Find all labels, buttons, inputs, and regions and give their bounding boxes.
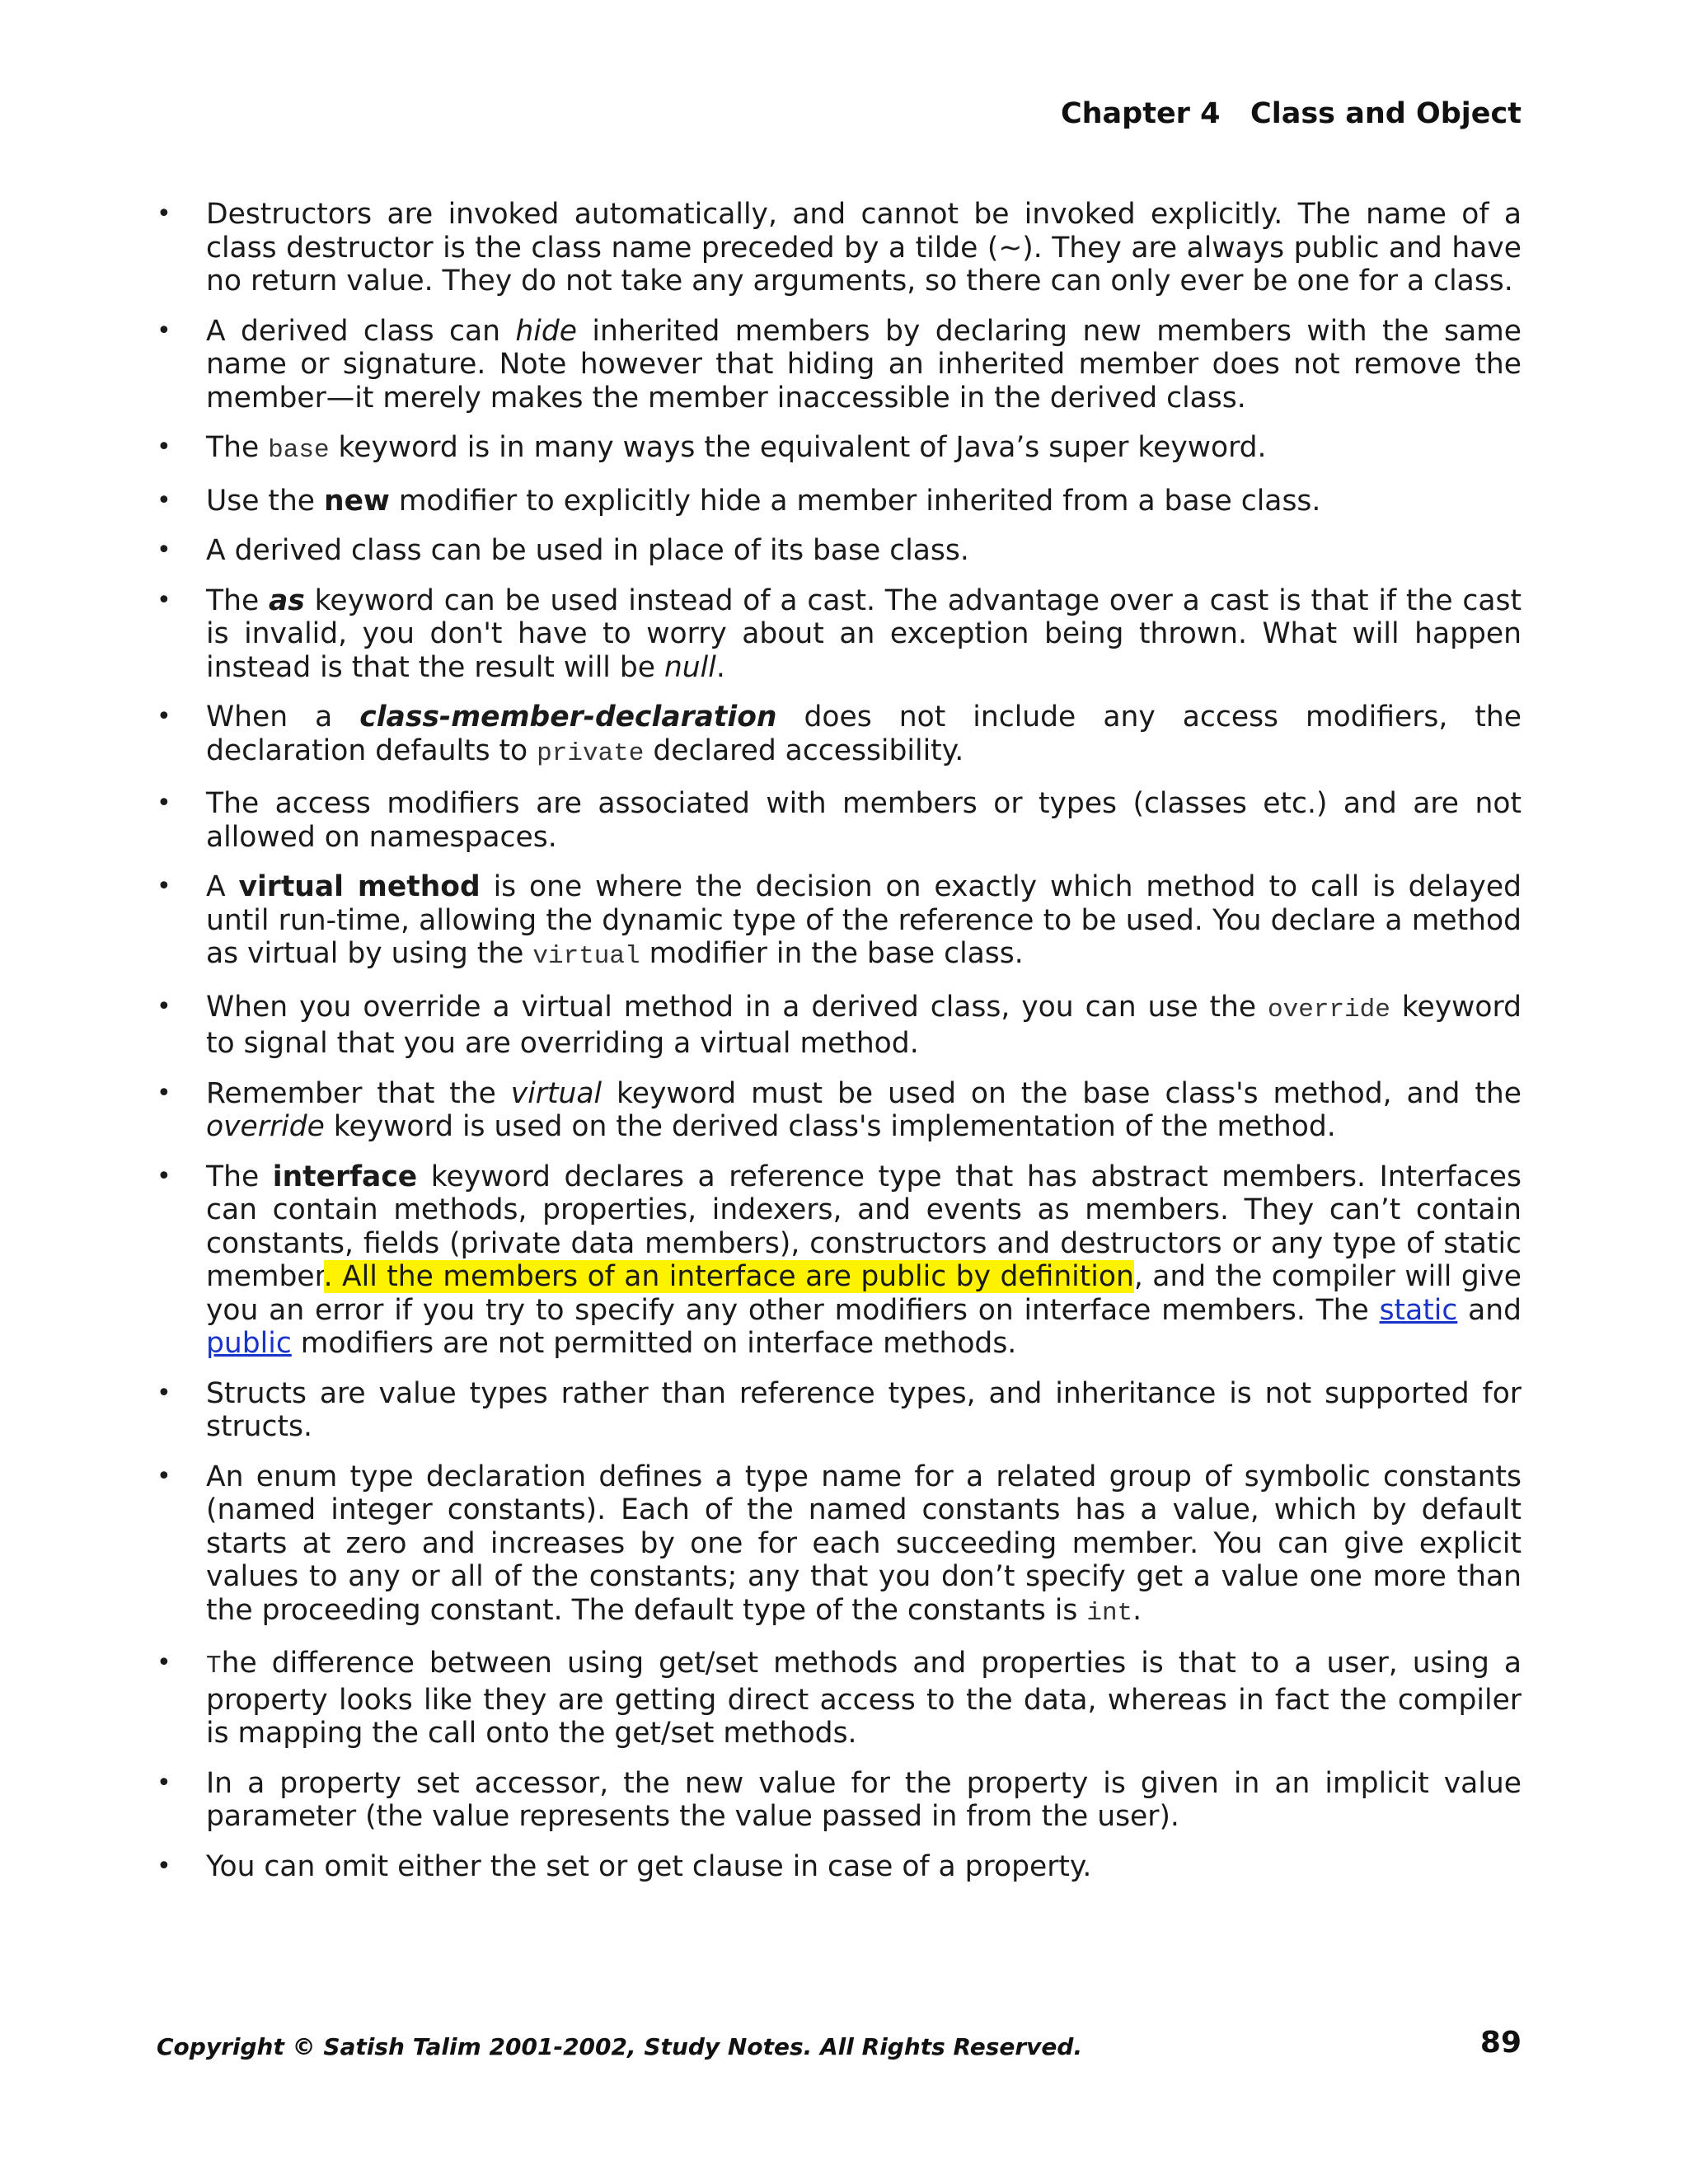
list-item <box>157 315 1522 415</box>
list-item <box>157 485 1522 518</box>
public-link[interactable]: public <box>206 1327 292 1360</box>
bold-italic-text: as <box>269 583 305 617</box>
bold-text: new <box>324 484 390 518</box>
code-text: private <box>537 738 645 768</box>
item-text: and <box>1457 1293 1522 1327</box>
item-text: inherited members by declaring new members with the same name or signature. Note however that hiding an inherited member does not remove the member—it merely makes the member inaccessible in the derived class. <box>206 314 1522 415</box>
list-item <box>157 1767 1522 1834</box>
item-text: is one where the decision on exactly which method to call is delayed until run-time, allowing the dynamic type of the reference to be used. You declare a method as virtual by using the <box>206 870 1522 970</box>
list-item <box>157 534 1522 568</box>
list-item <box>157 584 1522 685</box>
item-text: he difference between using get/set methods and properties is that to a user, using a property looks like they are getting direct access to the data, whereas in fact the compiler is mapping the call onto the get/set methods. <box>206 1647 1522 1750</box>
list-item <box>157 198 1522 298</box>
code-text: override <box>1268 995 1390 1024</box>
item-text: When you override a virtual method in a derived class, you can use the <box>206 990 1268 1024</box>
emphasis-text: null <box>663 650 716 684</box>
list-item <box>157 1850 1522 1884</box>
item-text: Structs are value types rather than reference types, and inheritance is not supported for structs. <box>206 1376 1522 1443</box>
bold-text: virtual method <box>238 870 481 903</box>
list-item <box>157 431 1522 468</box>
item-text: A derived class can <box>206 314 516 348</box>
code-text: T <box>206 1652 222 1680</box>
code-text: virtual <box>532 942 640 971</box>
highlighted-text: . All the members of an interface are public by definition <box>323 1260 1134 1293</box>
bold-text: interface <box>272 1160 418 1193</box>
bullet-icon: • <box>157 1851 171 1881</box>
bullet-icon: • <box>157 316 171 345</box>
item-text: keyword can be used instead of a cast. The advantage over a cast is that if the cast is invalid, you don't have to worry about an exception being thrown. What will happen instead is that the result will be <box>206 583 1522 684</box>
item-text: Remember that the <box>206 1076 511 1110</box>
list-item <box>157 1647 1522 1750</box>
bullet-icon: • <box>157 789 171 818</box>
item-text: does not include any access modifiers, the declaration defaults to <box>206 701 1522 767</box>
bullet-list <box>157 198 1522 1900</box>
item-text: declared accessibility. <box>644 733 964 767</box>
list-item <box>157 1077 1522 1144</box>
item-text: keyword must be used on the base class's method, and the <box>602 1076 1522 1110</box>
bullet-icon: • <box>157 1078 171 1108</box>
item-text: modifier in the base class. <box>640 937 1024 970</box>
code-text: int <box>1086 1598 1133 1628</box>
item-text: keyword is in many ways the equivalent of Java’s super keyword. <box>329 431 1267 464</box>
bullet-icon: • <box>157 536 171 565</box>
item-text: The access modifiers are associated with members or types (classes etc.) and are not allowed on namespaces. <box>206 787 1522 854</box>
item-text: . <box>715 650 725 684</box>
chapter-number: Chapter 4 <box>1060 97 1221 130</box>
item-text: An enum type declaration defines a type name for a related group of symbolic constants (named integer constants). Each of the named constants has a value, which by default starts at zero and increases by one for each succeeding member. You can give explicit values to any or all of the constants; any that you don’t specify get a value one more than the proceeding constant. The default type of the constants is <box>206 1460 1522 1627</box>
bullet-icon: • <box>157 585 171 615</box>
item-text: You can omit either the set or get clause in case of a property. <box>206 1849 1092 1883</box>
item-text: The <box>206 583 269 617</box>
emphasis-text: override <box>206 1110 325 1143</box>
item-text: Destructors are invoked automatically, and cannot be invoked explicitly. The name of a class destructor is the class name preceded by a tilde (~). They are always public and have no return value. They do not take any arguments, so there can only ever be one for a class. <box>206 198 1522 298</box>
item-text: A <box>206 870 239 903</box>
item-text: keyword is used on the derived class's implementation of the method. <box>324 1110 1336 1143</box>
bullet-icon: • <box>157 1768 171 1797</box>
item-text: The <box>206 431 269 464</box>
page-number: 89 <box>1479 2026 1522 2060</box>
item-text: modifier to explicitly hide a member inherited from a base class. <box>389 484 1321 518</box>
static-link[interactable]: static <box>1379 1293 1458 1327</box>
page-header <box>1061 97 1522 130</box>
item-text: keyword to signal that you are overriding a virtual method. <box>206 990 1522 1060</box>
bullet-icon: • <box>157 1648 171 1677</box>
list-item <box>157 1160 1522 1361</box>
list-item <box>157 787 1522 854</box>
list-item <box>157 991 1522 1061</box>
emphasis-text: hide <box>515 314 577 348</box>
item-text: keyword declares a reference type that has abstract members. Interfaces can contain methods, properties, indexers, and events as members. They can’t contain constants, fields (private data members), constructors and destructors or any type of static member <box>206 1160 1522 1293</box>
bullet-icon: • <box>157 1378 171 1408</box>
emphasis-text: virtual <box>510 1076 603 1110</box>
bullet-icon: • <box>157 1461 171 1491</box>
list-item <box>157 1377 1522 1444</box>
item-text: , and the compiler will give you an error if you try to specify any other modifiers on interface members. The <box>206 1260 1522 1327</box>
chapter-title: Class and Object <box>1250 97 1522 130</box>
item-text: When a <box>206 701 360 733</box>
bullet-icon: • <box>157 991 171 1021</box>
code-text: base <box>268 436 330 465</box>
footer-copyright: Copyright © Satish Talim 2001-2002, Study Notes. All Rights Reserved. <box>157 2033 1083 2060</box>
bullet-icon: • <box>157 872 171 901</box>
bullet-icon: • <box>157 433 171 462</box>
item-text: The <box>206 1160 273 1193</box>
bold-italic-text: class-member-declaration <box>359 701 777 733</box>
bullet-icon: • <box>157 702 171 731</box>
bullet-icon: • <box>157 1161 171 1191</box>
item-text: A derived class can be used in place of its base class. <box>206 534 969 567</box>
item-text: In a property set accessor, the new value for the property is given in an implicit value parameter (the value represents the value passed in from the user). <box>206 1766 1522 1833</box>
item-text: . <box>1132 1593 1142 1627</box>
bullet-icon: • <box>157 485 171 515</box>
item-text: modifiers are not permitted on interface methods. <box>291 1327 1017 1360</box>
list-item <box>157 870 1522 974</box>
item-text: Use the <box>206 484 325 518</box>
list-item <box>157 701 1522 771</box>
bullet-icon: • <box>157 199 171 228</box>
list-item <box>157 1460 1522 1631</box>
